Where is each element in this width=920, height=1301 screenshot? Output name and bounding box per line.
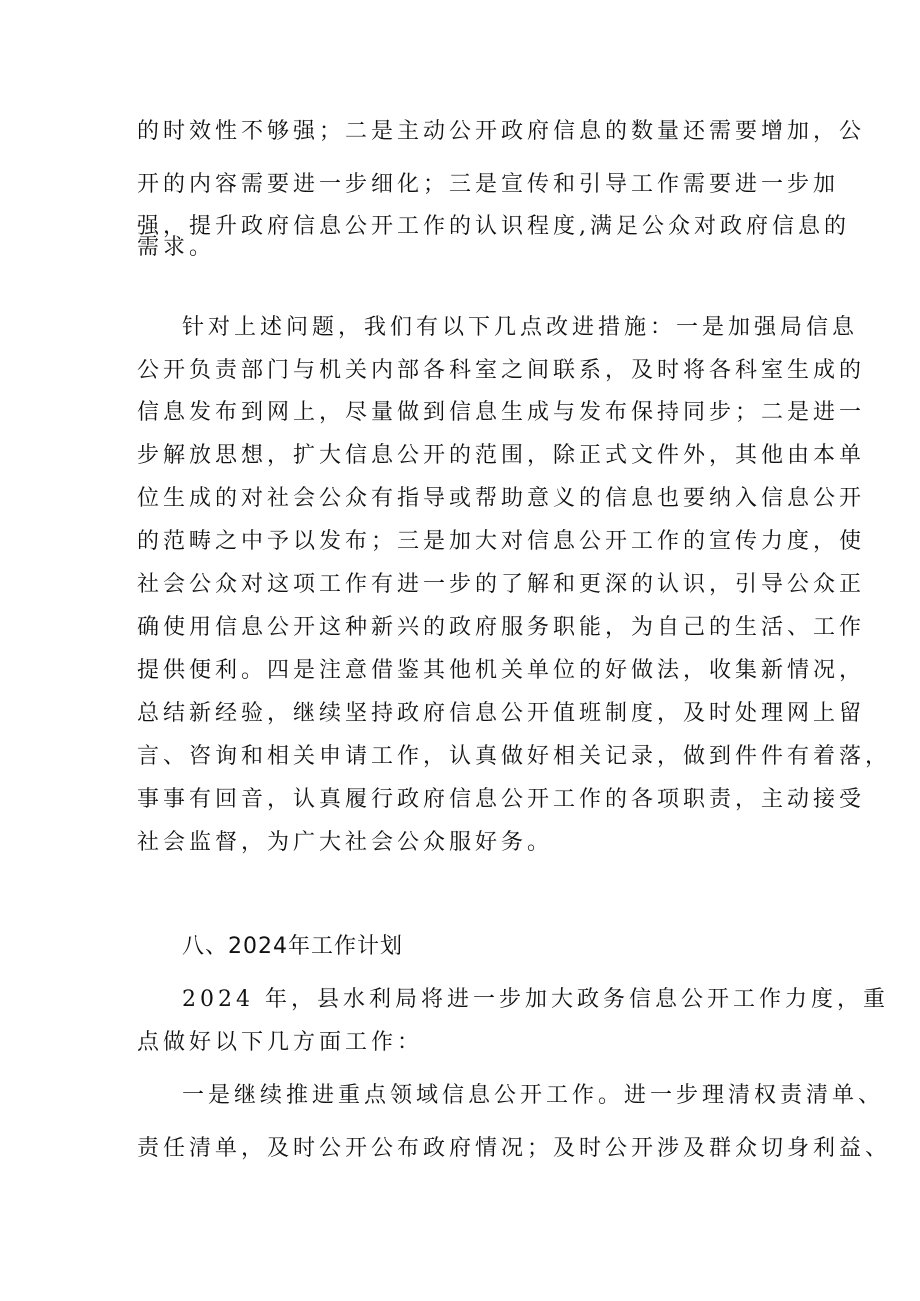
text-line: 位生成的对社会公众有指导或帮助意义的信息也要纳入信息公开	[137, 486, 866, 511]
text-line: 言、咨询和相关申请工作，认真做好相关记录，做到件件有着落，	[137, 744, 892, 769]
text-line: 需求。	[137, 235, 216, 260]
text-line: 社会公众对这项工作有进一步的了解和更深的认识，引导公众正	[137, 572, 866, 597]
text-line: 一是继续推进重点领域信息公开工作。进一步理清权责清单、	[182, 1083, 885, 1108]
text-line: 2024 年，县水利局将进一步加大政务信息公开工作力度，重	[182, 987, 889, 1012]
text-line: 事事有回音，认真履行政府信息公开工作的各项职责，主动接受	[137, 787, 866, 812]
text-line: 开的内容需要进一步细化；三是宣传和引导工作需要进一步加	[137, 172, 840, 197]
text-line: 点做好以下几方面工作：	[137, 1030, 424, 1055]
text-line: 提供便利。四是注意借鉴其他机关单位的好做法，收集新情况，	[137, 658, 866, 683]
text-line: 公开负责部门与机关内部各科室之间联系，及时将各科室生成的	[137, 358, 866, 383]
text-line: 社会监督，为广大社会公众服好务。	[137, 830, 554, 855]
text-line: 总结新经验，继续坚持政府信息公开值班制度，及时处理网上留	[137, 701, 866, 726]
text-line: 针对上述问题，我们有以下几点改进措施：一是加强局信息	[182, 315, 859, 340]
text-line: 确使用信息公开这种新兴的政府服务职能，为自己的生活、工作	[137, 615, 866, 640]
text-line: 强，提升政府信息公开工作的认识程度,满足公众对政府信息的	[137, 214, 850, 239]
text-line: 信息发布到网上，尽量做到信息生成与发布保持同步；二是进一	[137, 400, 866, 425]
section-heading: 八、2024年工作计划	[182, 934, 403, 959]
text-line: 的时效性不够强；二是主动公开政府信息的数量还需要增加，公	[137, 119, 866, 144]
text-line: 步解放思想，扩大信息公开的范围，除正式文件外，其他由本单	[137, 443, 866, 468]
text-line: 的范畴之中予以发布；三是加大对信息公开工作的宣传力度，使	[137, 529, 866, 554]
text-line: 责任清单，及时公开公布政府情况；及时公开涉及群众切身利益、	[137, 1136, 892, 1161]
